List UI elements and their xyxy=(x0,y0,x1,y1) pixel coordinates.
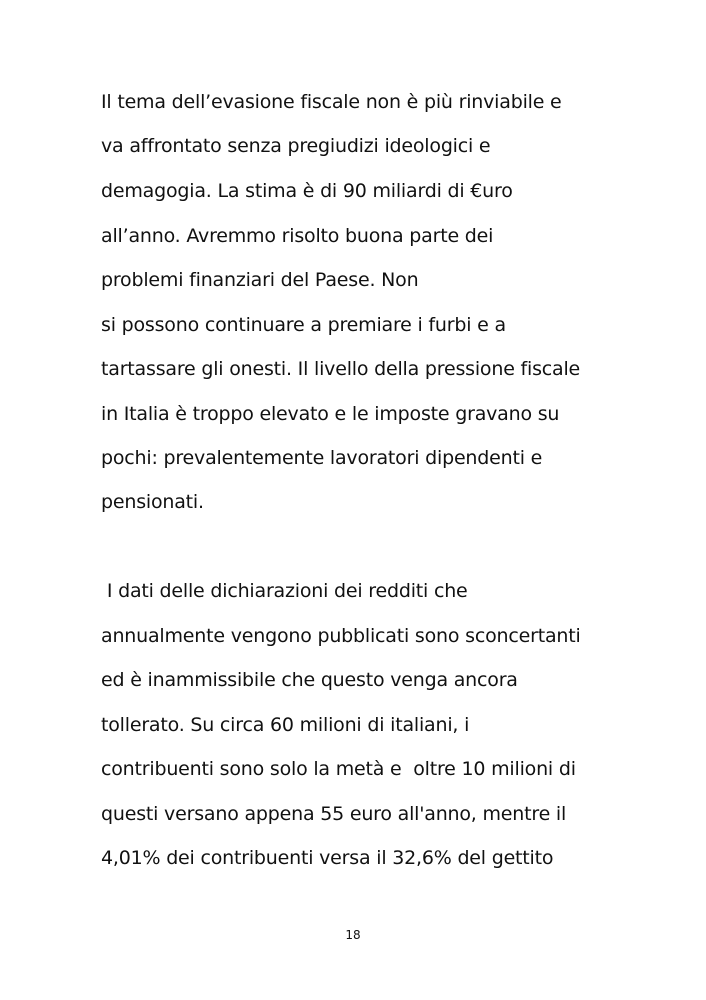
text-line: ed è inammissibile che questo venga ancora xyxy=(101,669,518,691)
text-line: pensionati. xyxy=(101,491,204,513)
text-line: problemi finanziari del Paese. Non xyxy=(101,269,419,291)
text-line: questi versano appena 55 euro all'anno, mentre il xyxy=(101,803,567,825)
text-line: all’anno. Avremmo risolto buona parte dei xyxy=(101,225,494,247)
page-number: 18 xyxy=(345,928,361,942)
text-line: va affrontato senza pregiudizi ideologici e xyxy=(101,135,491,157)
text-line: annualmente vengono pubblicati sono sconcertanti xyxy=(101,625,581,647)
text-line: in Italia è troppo elevato e le imposte gravano su xyxy=(101,403,560,425)
text-line: demagogia. La stima è di 90 miliardi di €uro xyxy=(101,180,513,202)
text-line: Il tema dell’evasione fiscale non è più rinviabile e xyxy=(101,91,562,113)
text-line: si possono continuare a premiare i furbi e a xyxy=(101,314,506,336)
text-line: pochi: prevalentemente lavoratori dipendenti e xyxy=(101,447,543,469)
text-line: tollerato. Su circa 60 milioni di italiani, i xyxy=(101,714,470,736)
text-line: tartassare gli onesti. Il livello della pressione fiscale xyxy=(101,358,581,380)
text-line: I dati delle dichiarazioni dei redditi che xyxy=(101,580,468,602)
text-line: 4,01% dei contribuenti versa il 32,6% del gettito xyxy=(101,847,554,869)
text-line: contribuenti sono solo la metà e oltre 10 milioni di xyxy=(101,758,576,780)
